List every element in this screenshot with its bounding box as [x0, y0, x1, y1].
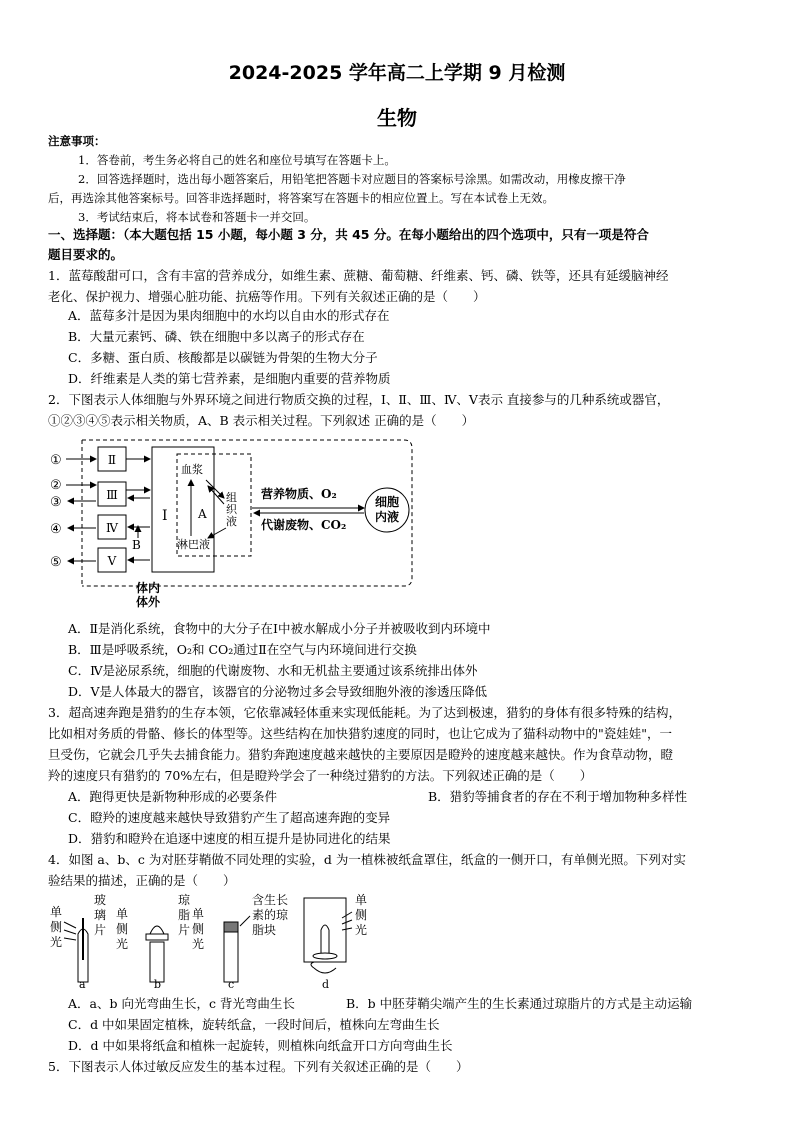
q4-stem-cont: 验结果的描述，正确的是（ ）: [48, 873, 236, 888]
q1-stem: 1．蓝莓酸甜可口，含有丰富的营养成分，如维生素、蔗糖、葡萄糖、纤维素、钙、磷、铁等，还具有延缓脑神经: [48, 268, 669, 283]
q3-stem-3: 旦受伤，它就会几乎失去捕食能力。猎豹奔跑速度越来越快的主要原因是瞪羚的速度越来越快。作为食草动物，瞪: [48, 747, 674, 762]
subject-title: 生物: [377, 106, 417, 130]
exchange-diagram: [46, 438, 426, 608]
q3-option-a: A．跑得更快是新物种形成的必要条件: [68, 789, 278, 804]
svg-text:素的琼: 素的琼: [252, 908, 289, 922]
notice-item-3: 3．考试结束后，将本试卷和答题卡一并交回。: [78, 210, 316, 224]
svg-text:侧: 侧: [116, 922, 129, 936]
q1-option-b: B．大量元素钙、磷、铁在细胞中多以离子的形式存在: [68, 329, 365, 344]
svg-text:侧: 侧: [355, 908, 368, 922]
organ-label-4: Ⅳ: [106, 521, 118, 535]
auxin-agar-block: [224, 922, 238, 932]
nutrient-label: 营养物质、O₂: [261, 487, 337, 501]
svg-text:脂块: 脂块: [252, 923, 277, 937]
q2-option-a: A．Ⅱ是消化系统，食物中的大分子在Ⅰ中被水解成小分子并被吸收到内环境中: [68, 621, 491, 636]
svg-text:光: 光: [192, 937, 205, 951]
outside-label: 体外: [136, 595, 161, 608]
inside-label: 体内: [136, 581, 161, 595]
svg-text:侧: 侧: [192, 922, 205, 936]
coleoptile-c: [224, 932, 238, 982]
svg-text:琼: 琼: [178, 893, 191, 907]
notice-item-1: 1．答卷前，考生务必将自己的姓名和座位号填写在答题卡上。: [78, 153, 396, 167]
q4-option-d: D．d 中如果将纸盒和植株一起旋转，则植株向纸盒开口方向弯曲生长: [68, 1038, 453, 1053]
svg-text:①: ①: [50, 453, 62, 468]
q1-stem-cont: 老化、保护视力、增强心脏功能、抗癌等作用。下列有关叙述正确的是（ ）: [48, 289, 486, 304]
svg-text:d: d: [322, 978, 330, 990]
q4-option-c: C．d 中如果固定植株，旋转纸盒，一段时间后，植株向左弯曲生长: [68, 1017, 440, 1032]
q4-option-a: A．a、b 向光弯曲生长，c 背光弯曲生长: [68, 996, 295, 1011]
q2-option-d: D．Ⅴ是人体最大的器官，该器官的分泌物过多会导致细胞外液的渗透压降低: [68, 684, 488, 699]
svg-text:③: ③: [50, 495, 62, 510]
svg-text:b: b: [154, 978, 162, 990]
process-a-label: A: [198, 507, 207, 521]
q3-stem-4: 羚的速度只有猎豹的 70%左右，但是瞪羚学会了一种绕过猎豹的方法。下列叙述正确的是（ ）: [48, 768, 593, 783]
q4-stem: 4．如图 a、b、c 为对胚芽鞘做不同处理的实验，d 为一植株被纸盒罩住，纸盒的一侧开口，有单侧光照。下列对实: [48, 852, 686, 867]
q5-stem: 5．下图表示人体过敏反应发生的基本过程。下列有关叙述正确的是（ ）: [48, 1059, 469, 1074]
section-heading: 一、选择题：（本大题包括 15 小题，每小题 3 分，共 45 分。在每小题给出的四个选项中，只有一项是符合: [48, 227, 649, 242]
process-b-label: B: [132, 538, 141, 552]
svg-text:织: 织: [226, 503, 237, 516]
q1-option-d: D．纤维素是人类的第七营养素，是细胞内重要的营养物质: [68, 371, 391, 386]
svg-text:细胞: 细胞: [374, 495, 400, 509]
q2-stem: 2．下图表示人体细胞与外界环境之间进行物质交换的过程，Ⅰ、Ⅱ、Ⅲ、Ⅳ、Ⅴ表示 直接参与的几种系统或器官，: [48, 392, 670, 407]
exam-title: 2024-2025 学年高二上学期 9 月检测: [228, 62, 566, 84]
q1-option-a: A．蓝莓多汁是因为果肉细胞中的水均以自由水的形式存在: [68, 308, 390, 323]
svg-text:④: ④: [50, 522, 62, 537]
svg-text:含生长: 含生长: [252, 893, 289, 907]
svg-text:玻: 玻: [94, 893, 107, 907]
waste-label: 代谢废物、CO₂: [261, 518, 347, 532]
svg-text:内液: 内液: [374, 510, 400, 524]
q3-option-d: D．猎豹和瞪羚在追逐中速度的相互提升是协同进化的结果: [68, 831, 391, 846]
svg-text:组: 组: [226, 491, 237, 504]
notice-heading: 注意事项：: [48, 134, 106, 148]
svg-text:片: 片: [178, 923, 191, 937]
svg-text:单: 单: [116, 907, 129, 921]
q3-stem-2: 比如相对务质的骨骼、修长的体型等。这些结构在加快猎豹速度的同时，也让它成为了猫科动物中的"瓷娃娃"，一: [48, 726, 673, 741]
organ-label-5: Ⅴ: [107, 554, 117, 568]
plant-d: [321, 925, 329, 954]
notice-item-2-cont: 后，再选涂其他答案标号。回答非选择题时，将答案写在答题卡的相应位置上。写在本试卷上无效。: [48, 191, 554, 205]
svg-text:液: 液: [226, 515, 237, 528]
svg-text:光: 光: [355, 923, 368, 937]
svg-text:c: c: [228, 978, 235, 990]
q3-option-b: B．猎豹等捕食者的存在不利于增加物种多样性: [428, 789, 688, 804]
coleoptile-diagram: [46, 890, 386, 990]
coleoptile-b: [150, 942, 164, 982]
svg-text:光: 光: [116, 937, 129, 951]
svg-text:片: 片: [94, 923, 107, 937]
organ-label-3: Ⅲ: [106, 488, 118, 502]
q2-stem-cont: ①②③④⑤表示相关物质，A、B 表示相关过程。下列叙述 正确的是（ ）: [48, 413, 475, 428]
notice-item-2: 2．回答选择题时，选出每小题答案后，用铅笔把答题卡对应题目的答案标号涂黑。如需改动，用橡皮擦干净: [78, 172, 626, 186]
q4-option-b: B．b 中胚芽鞘尖端产生的生长素通过琼脂片的方式是主动运输: [346, 996, 693, 1011]
svg-text:脂: 脂: [178, 908, 191, 922]
agar-sheet: [146, 934, 168, 940]
q2-option-c: C．Ⅳ是泌尿系统，细胞的代谢废物、水和无机盐主要通过该系统排出体外: [68, 663, 478, 678]
q2-figure: [46, 438, 426, 608]
svg-text:单: 单: [355, 893, 368, 907]
svg-text:单: 单: [50, 905, 63, 919]
svg-text:光: 光: [50, 935, 63, 949]
q2-option-b: B．Ⅲ是呼吸系统，O₂和 CO₂通过Ⅱ在空气与内环境间进行交换: [68, 642, 417, 657]
plasma-label: 血浆: [181, 463, 203, 476]
lymph-label: 淋巴液: [177, 538, 210, 551]
svg-text:a: a: [79, 978, 86, 990]
organ-label-2: Ⅱ: [107, 453, 117, 467]
q4-figure: [46, 890, 386, 990]
q3-option-c: C．瞪羚的速度越来越快导致猎豹产生了超高速奔跑的变异: [68, 810, 391, 825]
svg-text:单: 单: [192, 907, 205, 921]
svg-text:侧: 侧: [50, 920, 63, 934]
section-heading-cont: 题目要求的。: [48, 247, 124, 262]
svg-text:②: ②: [50, 478, 62, 493]
q1-option-c: C．多糖、蛋白质、核酸都是以碳链为骨架的生物大分子: [68, 350, 378, 365]
q3-stem: 3．超高速奔跑是猎豹的生存本领，它依靠减轻体重来实现低能耗。为了达到极速，猎豹的身体有很多特殊的结构，: [48, 705, 681, 720]
svg-text:璃: 璃: [94, 908, 107, 922]
svg-text:⑤: ⑤: [50, 555, 62, 570]
big-box-label: Ⅰ: [162, 508, 168, 524]
